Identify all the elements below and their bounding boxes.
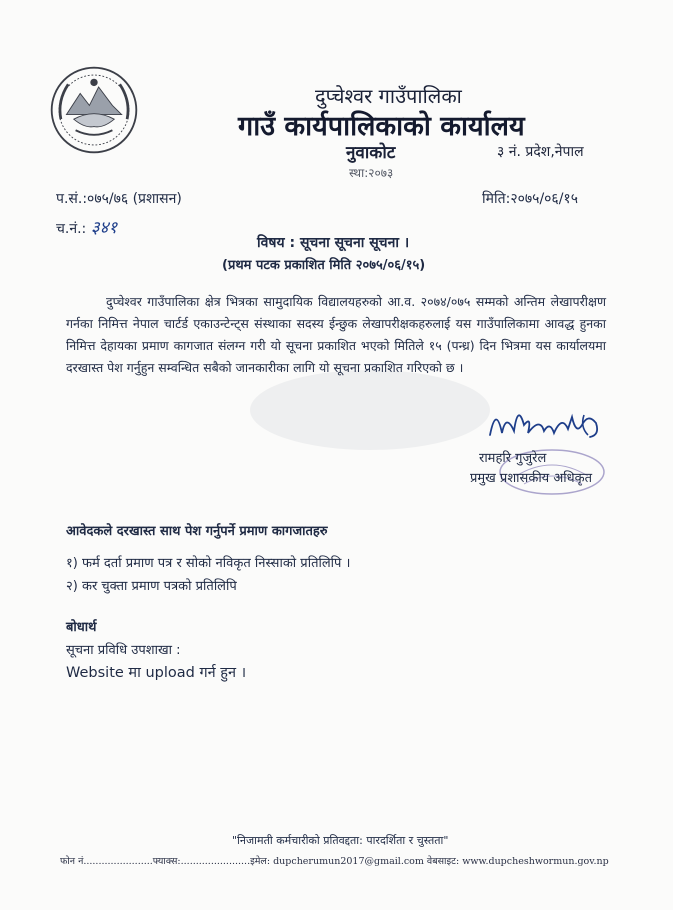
documents-heading: आवेदकले दरखास्त साथ पेश गर्नुपर्ने प्रमाण कागजातहरु xyxy=(66,524,328,539)
dispatch-label: च.नं.: xyxy=(56,221,87,237)
district-name: नुवाकोट xyxy=(346,143,396,163)
notice-body xyxy=(66,291,606,379)
notice-paragraph: दुप्चेश्वर गाउँपालिका क्षेत्र भित्रका सामुदायिक विद्यालयहरुको आ.व. २०७४/०७५ सम्मको अन्तिम लेखापरीक्षण गर्नका निमित्त नेपाल चार्टर्ड एकाउन्टेन्ट्स संस्थाका सदस्य ईन्छुक लेखापरीक्षकहरुलाई यस गाउँपालिकामा आवद्ध हुनका निमित्त देहायका प्रमाण कागजात संलग्न गरी यो सूचना प्रकाशित भएको मितिले १५ (पन्ध्र) दिन भित्रमा यस कार्यालयमा दरखास्त पेश गर्नुहुन सम्वन्धित सबैको जानकारीका लागि यो सूचना प्रकाशित गरिएको छ । xyxy=(66,294,606,375)
signatory-name: रामहरि गुजुरेल xyxy=(479,451,547,466)
dispatch-value: ३४१ xyxy=(90,218,118,238)
province-name: ३ नं. प्रदेश,नेपाल xyxy=(497,144,584,160)
footer-contact: फोन नं.......................फ्याक्स:.......................इमेल: dupcherumun2017@gmail.com वेबसाइट: www.dupcheshwormun.gov.np xyxy=(60,856,609,867)
cc-unit: सूचना प्रविधि उपशाखा : xyxy=(66,643,181,658)
document-item: १) फर्म दर्ता प्रमाण पत्र र सोको नविकृत निस्साको प्रतिलिपि । xyxy=(66,556,351,571)
letter-date: मिति:२०७५/०६/१५ xyxy=(482,191,578,207)
subject-line: विषय : सूचना सूचना सूचना । xyxy=(257,235,410,251)
handwritten-signature xyxy=(484,395,604,451)
office-name: गाउँ कार्यपालिकाको कार्यालय xyxy=(238,111,525,142)
first-published-date: (प्रथम पटक प्रकाशित मिति २०७५/०६/१५) xyxy=(222,258,426,273)
nepal-emblem-icon xyxy=(48,64,140,156)
municipality-name: दुप्चेश्वर गाउँपालिका xyxy=(315,84,462,108)
cc-instruction: Website मा upload गर्न हुन । xyxy=(66,665,247,681)
reference-number: प.सं.:०७५/७६ (प्रशासन) xyxy=(56,191,182,207)
signatory-title: प्रमुख प्रशासकीय अधिकृत xyxy=(470,471,593,486)
dispatch-number xyxy=(56,215,117,238)
cc-heading: बोधार्थ xyxy=(66,620,97,635)
footer-slogan: "निजामती कर्मचारीको प्रतिवद्दता: पारदर्शिता र चुस्तता" xyxy=(232,834,449,847)
document-item: २) कर चुक्ता प्रमाण पत्रको प्रतिलिपि xyxy=(66,579,237,594)
established-year: स्था:२०७३ xyxy=(349,166,394,180)
